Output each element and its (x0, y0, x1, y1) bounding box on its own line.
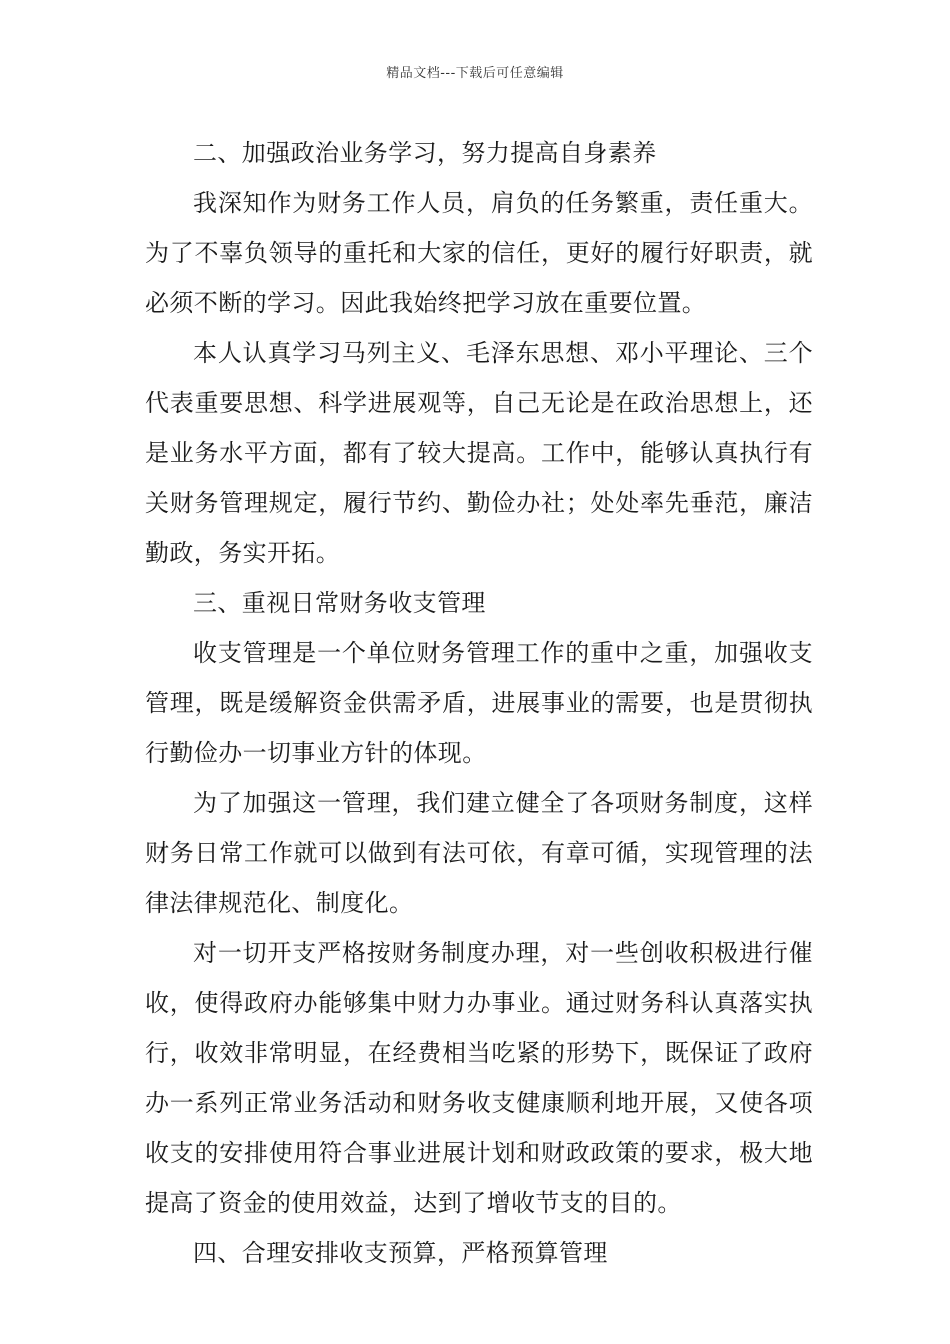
paragraph: 为了加强这一管理，我们建立健全了各项财务制度，这样财务日常工作就可以做到有法可依，有章可循，实现管理的法律法律规范化、制度化。 (145, 789, 813, 917)
section-heading-2: 二、加强政治业务学习，努力提高自身素养 (193, 139, 657, 167)
page-header: 精品文档---下载后可任意编辑 (386, 66, 564, 81)
paragraph: 本人认真学习马列主义、毛泽东思想、邓小平理论、三个代表重要思想、科学进展观等，自己无论是在政治思想上，还是业务水平方面，都有了较大提高。工作中，能够认真执行有关财务管理规定，履行节约、勤俭办社；处处率先垂范，廉洁勤政，务实开拓。 (145, 339, 813, 567)
document-body (145, 128, 813, 1278)
paragraph: 收支管理是一个单位财务管理工作的重中之重，加强收支管理，既是缓解资金供需矛盾，进展事业的需要，也是贯彻执行勤俭办一切事业方针的体现。 (145, 639, 813, 767)
paragraph: 对一切开支严格按财务制度办理，对一些创收积极进行催收，使得政府办能够集中财力办事业。通过财务科认真落实执行，收效非常明显，在经费相当吃紧的形势下，既保证了政府办一系列正常业务活动和财务收支健康顺利地开展，又使各项收支的安排使用符合事业进展计划和财政政策的要求，极大地提高了资金的使用效益，达到了增收节支的目的。 (145, 939, 813, 1217)
section-heading-4: 四、合理安排收支预算，严格预算管理 (193, 1239, 608, 1267)
section-heading-3: 三、重视日常财务收支管理 (193, 589, 486, 617)
paragraph: 我深知作为财务工作人员，肩负的任务繁重，责任重大。为了不辜负领导的重托和大家的信任，更好的履行好职责，就必须不断的学习。因此我始终把学习放在重要位置。 (145, 189, 813, 317)
